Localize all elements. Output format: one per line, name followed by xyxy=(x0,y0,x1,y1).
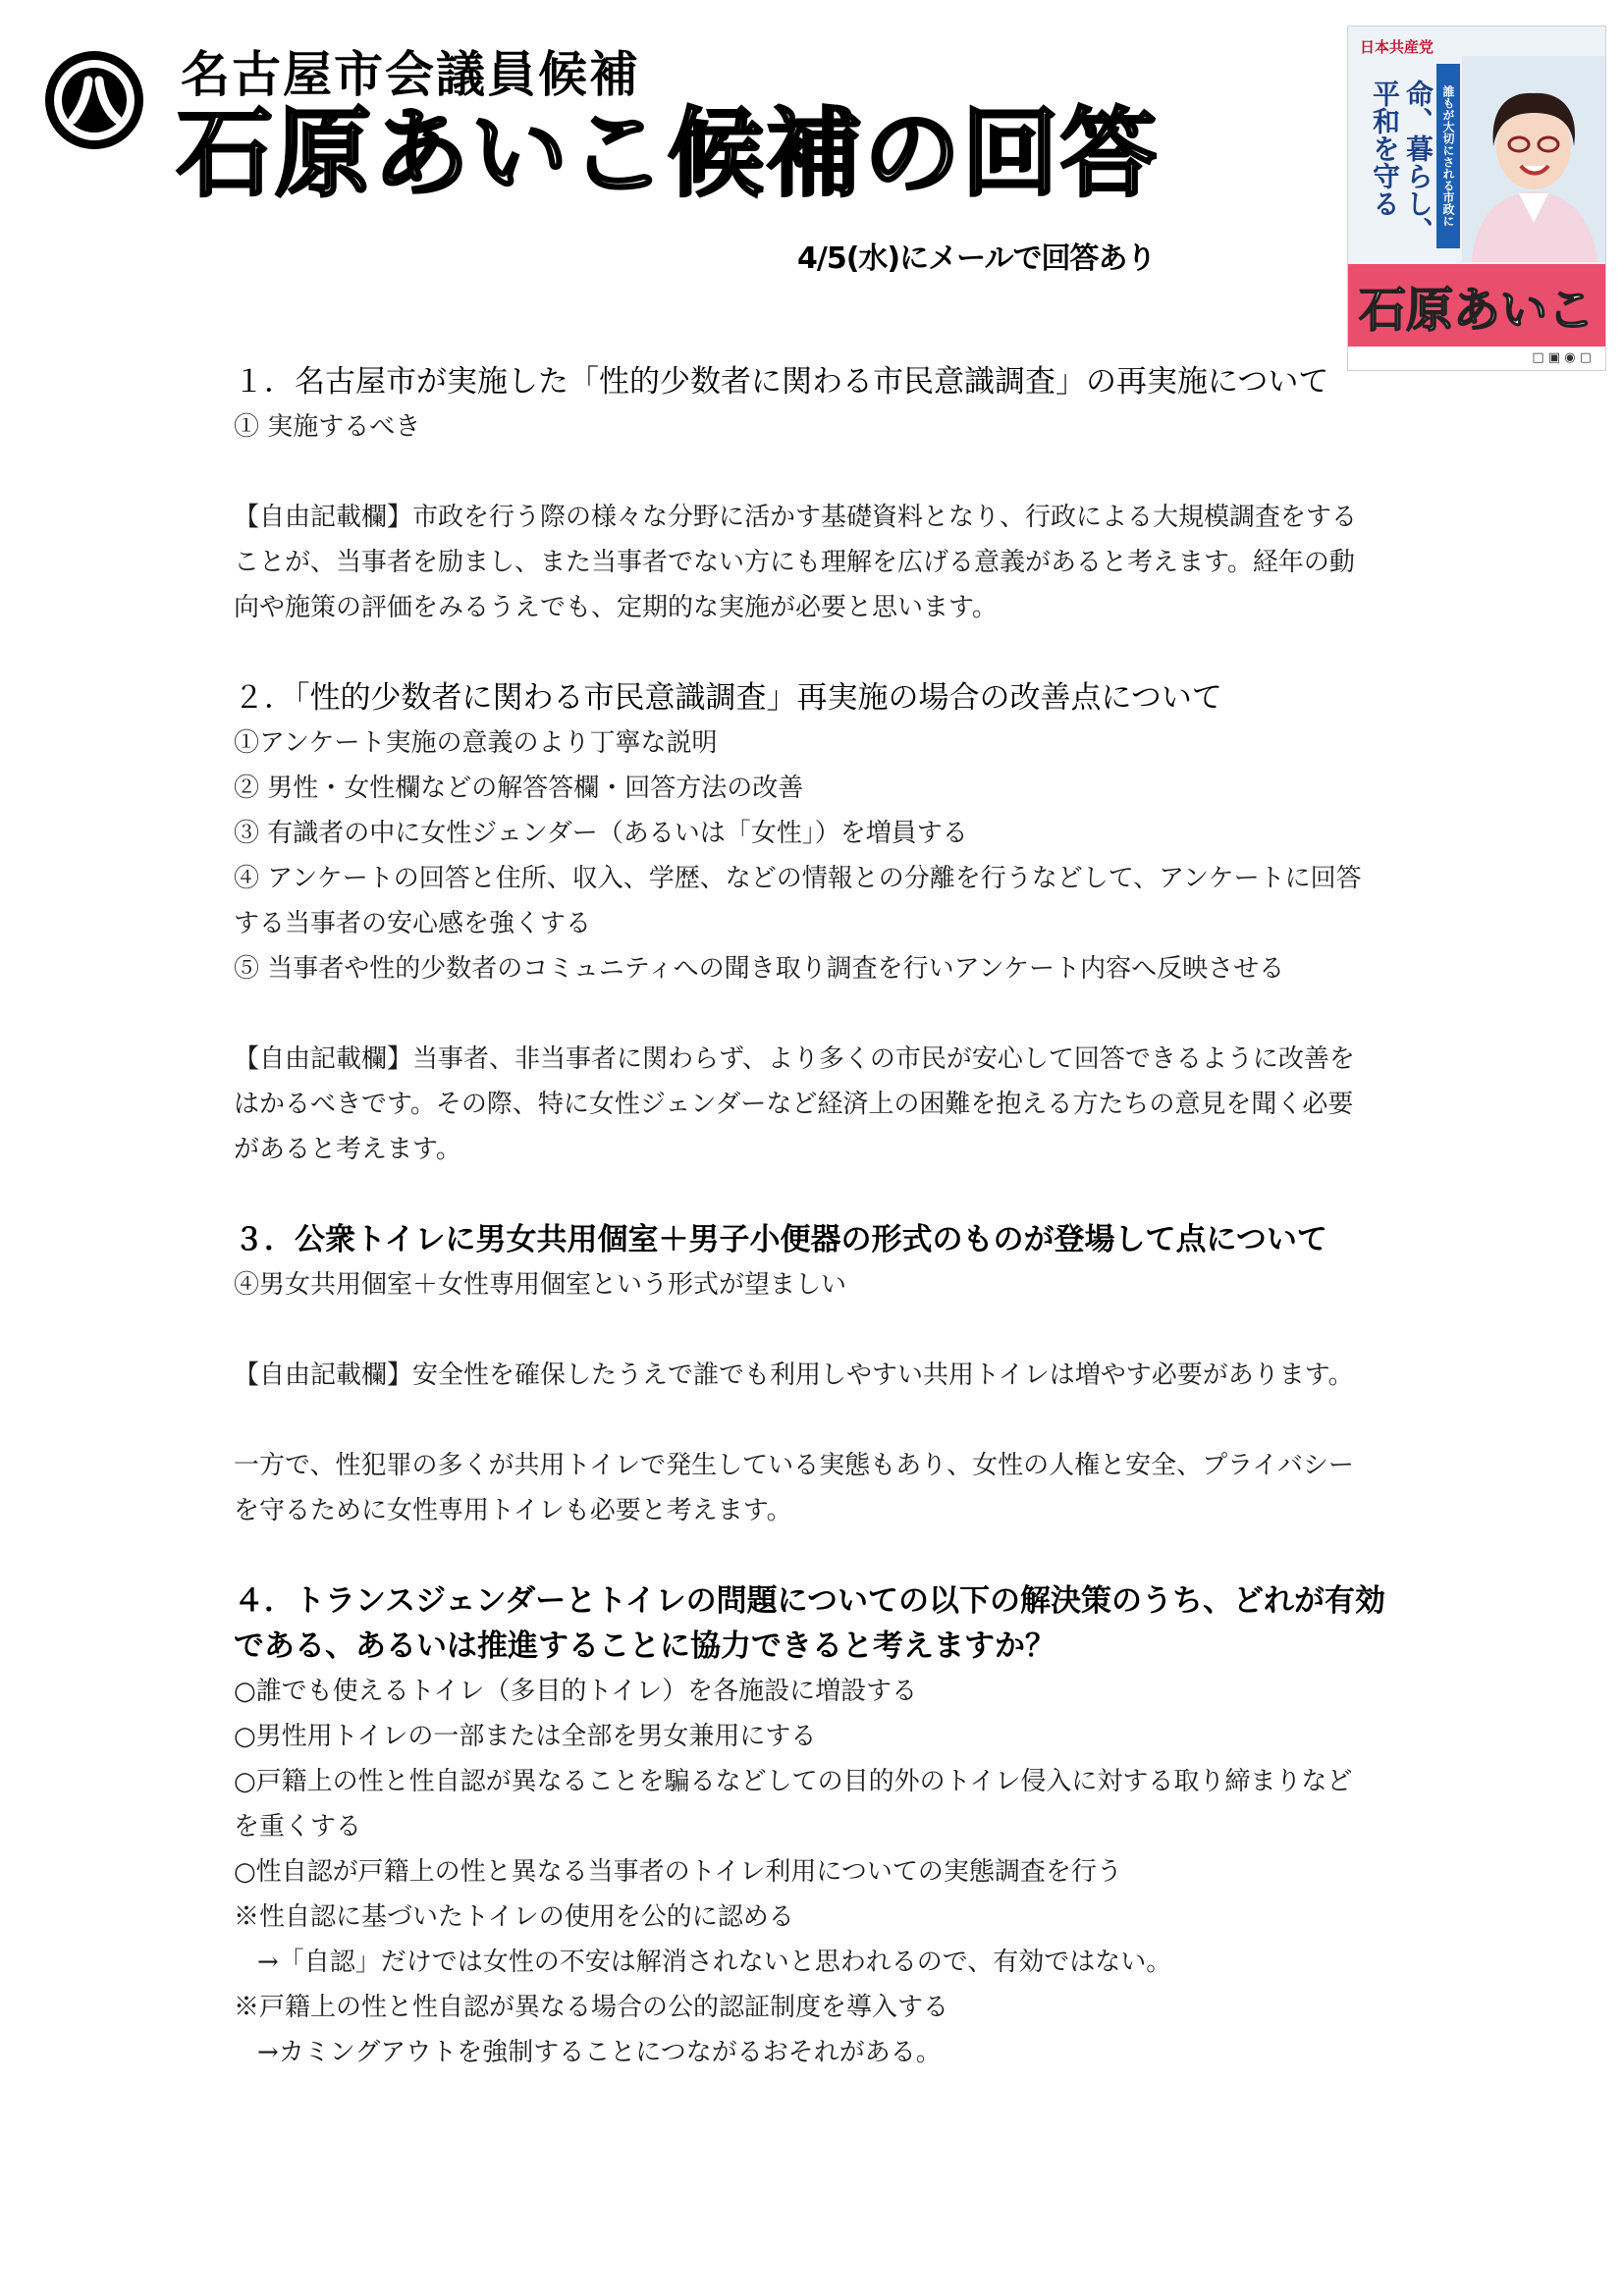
poster-candidate-name: 石原あいこ xyxy=(1358,282,1595,338)
q2-answer: ⑤ 当事者や性的少数者のコミュニティへの聞き取り調査を行いアンケート内容へ反映させる xyxy=(234,954,1285,984)
q4-item: ○戸籍上の性と性自認が異なることを騙るなどしての目的外のトイレ侵入に対する取り締まりなど xyxy=(234,1767,1353,1796)
q2-free-line: 【自由記載欄】当事者、非当事者に関わらず、より多くの市民が安心して回答できるように改善を xyxy=(234,1044,1355,1074)
q4-item: を重くする xyxy=(234,1812,362,1842)
q1-free-line: ことが、当事者を励まし、また当事者でない方にも理解を広げる意義があると考えます。経年の動 xyxy=(234,548,1355,577)
q1-answer: ① 実施するべき xyxy=(234,412,421,442)
q3-free-line: 【自由記載欄】安全性を確保したうえで誰でも利用しやすい共用トイレは増やす必要があります。 xyxy=(234,1361,1354,1390)
header-subtitle: 名古屋市会議員候補 xyxy=(181,46,640,103)
hachi-logo-icon xyxy=(45,51,143,149)
q4-item: ○誰でも使えるトイレ（多目的トイレ）を各施設に増設する xyxy=(234,1677,918,1706)
poster-slogan: 命、暮らし、平和を守る xyxy=(1369,80,1434,244)
candidate-poster xyxy=(1347,26,1606,371)
q2-answer: ② 男性・女性欄などの解答答欄・回答方法の改善 xyxy=(234,774,804,803)
q4-item: ※性自認に基づいたトイレの使用を公的に認める xyxy=(234,1902,794,1932)
q4-item-comment: →「自認」だけでは女性の不安は解消されないと思われるので、有効ではない。 xyxy=(257,1948,1172,1977)
q3-title: ３．公衆トイレに男女共用個室＋男子小便器の形式のものが登場して点について xyxy=(234,1222,1327,1257)
q2-answer: ①アンケート実施の意義のより丁寧な説明 xyxy=(234,728,718,758)
page-title: 石原あいこ候補の回答 xyxy=(177,98,1160,210)
q4-item: ※戸籍上の性と性自認が異なる場合の公的認証制度を導入する xyxy=(234,1993,949,2022)
candidate-portrait-icon xyxy=(1462,56,1605,262)
answers-content xyxy=(234,359,1412,2075)
poster-name-bar xyxy=(1348,264,1605,347)
q2-answer: する当事者の安心感を強くする xyxy=(234,909,592,938)
q4-item: ○男性用トイレの一部または全部を男女兼用にする xyxy=(234,1722,817,1751)
q4-title: である、あるいは推進することに協力できると考えますか？ xyxy=(234,1629,1055,1664)
q1-title: １．名古屋市が実施した「性的少数者に関わる市民意識調査」の再実施について xyxy=(234,364,1329,400)
q3-extra-line: を守るために女性専用トイレも必要と考えます。 xyxy=(234,1496,792,1525)
q4-item-comment: →カミングアウトを強制することにつながるおそれがある。 xyxy=(257,2038,942,2067)
q2-free-line: はかるべきです。その際、特に女性ジェンダーなど経済上の困難を抱える方たちの意見を聞く必要 xyxy=(234,1090,1354,1119)
q2-answer: ③ 有識者の中に女性ジェンダー（あるいは「女性」）を増員する xyxy=(234,819,968,848)
hachi-glyph-icon xyxy=(45,51,143,149)
poster-footer-icons: □ ▣ ◉ ▢ xyxy=(1348,347,1605,370)
poster-party-label: 日本共産党 xyxy=(1360,38,1434,56)
q2-title: ２．「性的少数者に関わる市民意識調査」再実施の場合の改善点について xyxy=(234,680,1222,716)
q1-free-line: 【自由記載欄】市政を行う際の様々な分野に活かす基礎資料となり、行政による大規模調査をする xyxy=(234,503,1358,532)
q4-title: ４．トランスジェンダーとトイレの問題についての以下の解決策のうち、どれが有効 xyxy=(234,1583,1386,1619)
q3-answer: ④男女共用個室＋女性専用個室という形式が望ましい xyxy=(234,1270,847,1300)
q4-item: ○性自認が戸籍上の性と異なる当事者のトイレ利用についての実態調査を行う xyxy=(234,1857,1122,1887)
q2-answer: ④ アンケートの回答と住所、収入、学歴、などの情報との分離を行うなどして、アンケートに回答 xyxy=(234,864,1362,893)
reply-note: 4/5(水)にメールで回答あり xyxy=(797,241,1156,276)
poster-ribbon: 誰もが大切にされる市政に xyxy=(1436,64,1460,248)
q2-free-line: があると考えます。 xyxy=(234,1135,461,1164)
q1-free-line: 向や施策の評価をみるうえでも、定期的な実施が必要と思います。 xyxy=(234,593,998,622)
q3-extra-line: 一方で、性犯罪の多くが共用トイレで発生している実態もあり、女性の人権と安全、プライバシー xyxy=(234,1451,1354,1480)
